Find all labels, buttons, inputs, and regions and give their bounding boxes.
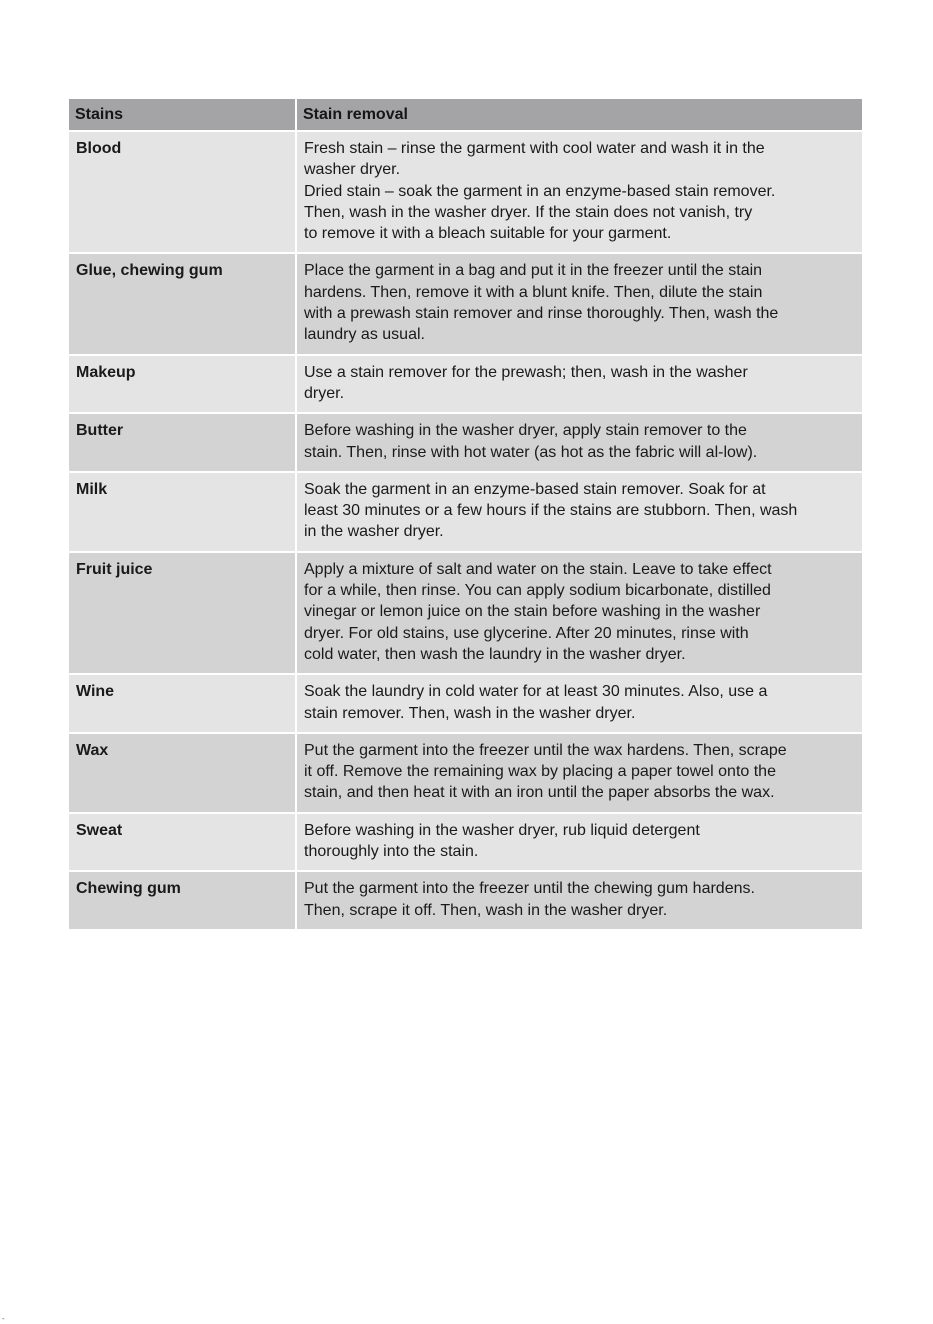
stain-name-cell: Chewing gum	[69, 871, 296, 929]
stain-removal-cell	[296, 472, 862, 552]
stain-removal-cell	[296, 131, 862, 253]
table-row	[69, 413, 862, 472]
stain-name-cell: Milk	[69, 472, 296, 552]
table-row	[69, 355, 862, 414]
removal-line: cold water, then wash the laundry in the washer dryer.	[304, 645, 686, 663]
removal-line: Dried stain – soak the garment in an enzyme-based stain remover.	[304, 182, 776, 200]
stain-removal-cell	[296, 674, 862, 733]
stain-name-cell: Fruit juice	[69, 552, 296, 674]
page-footer-mark: -	[2, 1314, 5, 1323]
removal-line: Then, wash in the washer dryer. If the stain does not vanish, try	[304, 203, 753, 221]
stain-name-cell: Glue, chewing gum	[69, 253, 296, 354]
stain-removal-cell	[296, 871, 862, 929]
table-row	[69, 253, 862, 354]
removal-line: Before washing in the washer dryer, apply stain remover to the	[304, 422, 747, 440]
table-row	[69, 472, 862, 552]
removal-line: Put the garment into the freezer until the wax hardens. Then, scrape	[304, 741, 787, 759]
removal-line: Fresh stain – rinse the garment with cool water and wash it in the	[304, 140, 765, 157]
table-body	[69, 131, 862, 929]
stain-removal-cell	[296, 813, 862, 872]
stain-name-cell: Blood	[69, 131, 296, 253]
removal-line: stain, and then heat it with an iron until the paper absorbs the wax.	[304, 784, 775, 802]
removal-line: Apply a mixture of salt and water on the stain. Leave to take effect	[304, 560, 772, 578]
table-row	[69, 552, 862, 674]
removal-line: it off. Remove the remaining wax by placing a paper towel onto the	[304, 763, 776, 781]
removal-line: dryer.	[304, 384, 345, 402]
stain-removal-table	[69, 99, 862, 929]
removal-line: to remove it with a bleach suitable for your garment.	[304, 225, 672, 243]
removal-line: Soak the garment in an enzyme-based stain remover. Soak for at	[304, 480, 766, 498]
removal-line: least 30 minutes or a few hours if the stains are stubborn. Then, wash	[304, 502, 798, 520]
table-row	[69, 131, 862, 253]
table-row	[69, 871, 862, 929]
removal-line: Soak the laundry in cold water for at least 30 minutes. Also, use a	[304, 683, 768, 701]
removal-line: stain remover. Then, wash in the washer dryer.	[304, 704, 636, 722]
removal-line: hardens. Then, remove it with a blunt knife. Then, dilute the stain	[304, 283, 763, 301]
header-stain-removal: Stain removal	[296, 99, 862, 131]
stain-name-cell: Butter	[69, 413, 296, 472]
table-row	[69, 813, 862, 872]
stain-removal-cell	[296, 413, 862, 472]
stain-removal-cell	[296, 552, 862, 674]
table-row	[69, 733, 862, 813]
stain-name-cell: Wine	[69, 674, 296, 733]
removal-line: Then, scrape it off. Then, wash in the washer dryer.	[304, 901, 668, 919]
removal-line: Use a stain remover for the prewash; then, wash in the washer	[304, 363, 748, 381]
stain-name-cell: Sweat	[69, 813, 296, 872]
removal-line: dryer. For old stains, use glycerine. After 20 minutes, rinse with	[304, 624, 749, 642]
removal-line: Before washing in the washer dryer, rub liquid detergent	[304, 821, 700, 839]
stain-removal-cell	[296, 253, 862, 354]
removal-line: for a while, then rinse. You can apply sodium bicarbonate, distilled	[304, 582, 771, 600]
stain-name-cell: Wax	[69, 733, 296, 813]
table-header-row	[69, 99, 862, 131]
removal-line: Place the garment in a bag and put it in the freezer until the stain	[304, 262, 763, 280]
removal-line: laundry as usual.	[304, 326, 425, 344]
stain-removal-cell	[296, 355, 862, 414]
removal-line: Put the garment into the freezer until the chewing gum hardens.	[304, 880, 755, 898]
removal-line: stain. Then, rinse with hot water (as hot as the fabric will al-low).	[304, 443, 758, 461]
removal-line: washer dryer.	[304, 161, 401, 179]
header-stains: Stains	[69, 99, 296, 131]
table-row	[69, 674, 862, 733]
removal-line: thoroughly into the stain.	[304, 843, 479, 861]
stain-name-cell: Makeup	[69, 355, 296, 414]
removal-line: vinegar or lemon juice on the stain before washing in the washer	[304, 603, 761, 621]
stain-removal-cell	[296, 733, 862, 813]
removal-line: with a prewash stain remover and rinse thoroughly. Then, wash the	[304, 305, 779, 323]
removal-line: in the washer dryer.	[304, 523, 444, 541]
